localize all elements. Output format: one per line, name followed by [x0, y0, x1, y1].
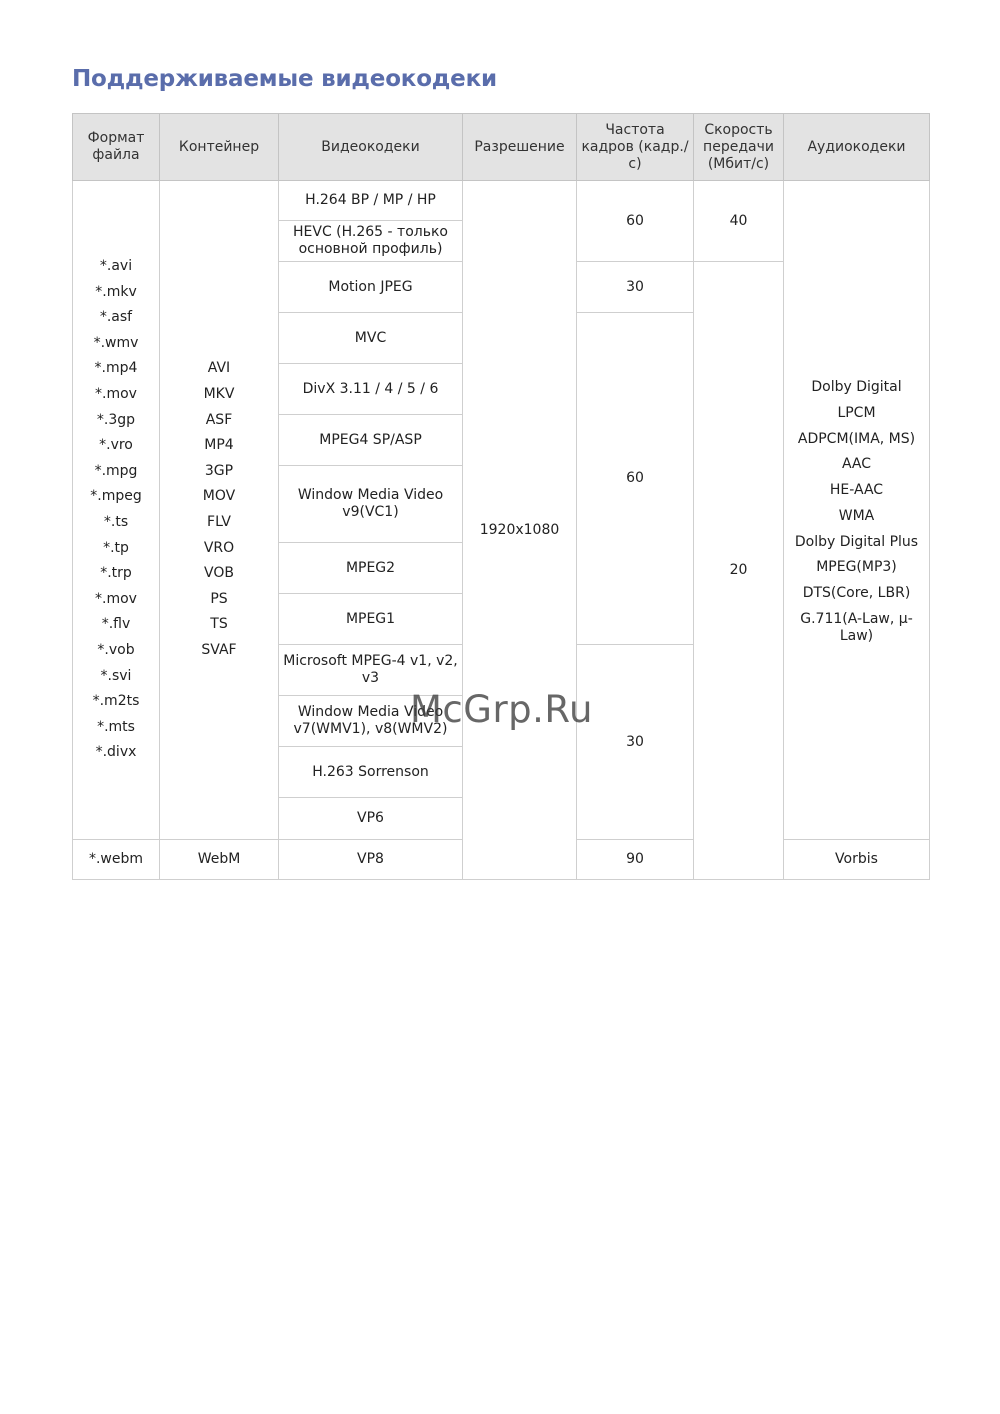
audio-item: Dolby Digital Plus	[794, 533, 919, 550]
container-item: VOB	[204, 565, 234, 582]
container-item: 3GP	[204, 462, 234, 479]
header-resolution: Разрешение	[463, 114, 577, 181]
format-item: *.asf	[99, 309, 133, 326]
page-title: Поддерживаемые видеокодеки	[72, 66, 497, 92]
format-item: *.vob	[97, 641, 135, 658]
codec-cell: H.264 BP / MP / HP	[279, 181, 463, 221]
format-list-cell	[73, 181, 160, 840]
format-item: *.flv	[101, 616, 131, 633]
bitrate-cell: 40	[694, 181, 784, 262]
format-item: *.m2ts	[92, 693, 140, 710]
webm-container-cell: WebM	[160, 840, 279, 880]
format-item: *.mov	[95, 386, 137, 403]
resolution-cell: 1920x1080	[463, 181, 577, 880]
video-codecs-table	[72, 113, 930, 880]
codec-cell: Microsoft MPEG-4 v1, v2, v3	[279, 645, 463, 696]
format-item: *.mpg	[94, 462, 138, 479]
table-header-row	[73, 114, 930, 181]
codec-cell: VP6	[279, 798, 463, 840]
format-item: *.mkv	[95, 283, 137, 300]
container-item: MP4	[204, 437, 234, 454]
codec-cell: MPEG4 SP/ASP	[279, 415, 463, 466]
container-item: VRO	[203, 539, 235, 556]
format-item: *.mts	[97, 718, 135, 735]
framerate-cell: 30	[577, 645, 694, 840]
audio-item: LPCM	[837, 404, 876, 421]
bitrate-cell: 20	[694, 262, 784, 880]
codec-cell: HEVC (H.265 - только основной профиль)	[279, 221, 463, 262]
header-audio: Аудиокодеки	[784, 114, 930, 181]
header-format: Формат файла	[73, 114, 160, 181]
codec-cell: Window Media Video v9(VC1)	[279, 466, 463, 543]
format-item: *.trp	[100, 565, 132, 582]
container-list-cell	[160, 181, 279, 840]
container-item: MOV	[202, 488, 236, 505]
audio-item: ADPCM(IMA, MS)	[797, 430, 916, 447]
format-item: *.divx	[95, 744, 137, 761]
codec-cell: Window Media Video v7(WMV1), v8(WMV2)	[279, 696, 463, 747]
framerate-cell: 30	[577, 262, 694, 313]
codec-cell: H.263 Sorrenson	[279, 747, 463, 798]
webm-format-cell: *.webm	[73, 840, 160, 880]
format-item: *.mov	[95, 590, 137, 607]
framerate-cell: 60	[577, 313, 694, 645]
header-bitrate: Скорость передачи (Мбит/с)	[694, 114, 784, 181]
format-item: *.avi	[99, 258, 133, 275]
codec-cell: MVC	[279, 313, 463, 364]
container-item: ASF	[205, 411, 233, 428]
audio-item: Dolby Digital	[811, 378, 902, 395]
format-item: *.svi	[100, 667, 132, 684]
container-item: SVAF	[201, 641, 237, 658]
format-item: *.ts	[103, 514, 129, 530]
webm-audio-cell: Vorbis	[784, 840, 930, 880]
format-item: *.mpeg	[90, 488, 142, 505]
codec-cell: MPEG2	[279, 543, 463, 594]
format-item: *.tp	[103, 539, 129, 556]
audio-item: MPEG(MP3)	[816, 559, 897, 576]
webm-codec-cell: VP8	[279, 840, 463, 880]
format-item: *.vro	[99, 437, 133, 454]
watermark: McGrp.Ru	[410, 688, 593, 731]
container-item: AVI	[207, 360, 231, 377]
container-item: TS	[210, 616, 228, 633]
webm-framerate-cell: 90	[577, 840, 694, 880]
header-container: Контейнер	[160, 114, 279, 181]
codec-cell: MPEG1	[279, 594, 463, 645]
container-item: PS	[210, 590, 228, 607]
audio-item: DTS(Core, LBR)	[802, 585, 911, 602]
codec-cell: Motion JPEG	[279, 262, 463, 313]
container-item: FLV	[207, 514, 231, 530]
audio-list-cell	[784, 181, 930, 840]
audio-item: HE-AAC	[829, 482, 884, 499]
audio-item: G.711(A-Law, μ-Law)	[800, 611, 913, 645]
format-item: *.wmv	[93, 334, 139, 351]
codec-cell: DivX 3.11 / 4 / 5 / 6	[279, 364, 463, 415]
table-row	[73, 181, 930, 221]
container-item: MKV	[203, 386, 235, 403]
audio-item: AAC	[841, 456, 872, 473]
framerate-cell: 60	[577, 181, 694, 262]
format-item: *.3gp	[96, 411, 136, 428]
header-framerate: Частота кадров (кадр./с)	[577, 114, 694, 181]
audio-item: WMA	[838, 507, 875, 524]
header-codec: Видеокодеки	[279, 114, 463, 181]
format-item: *.mp4	[94, 360, 138, 377]
